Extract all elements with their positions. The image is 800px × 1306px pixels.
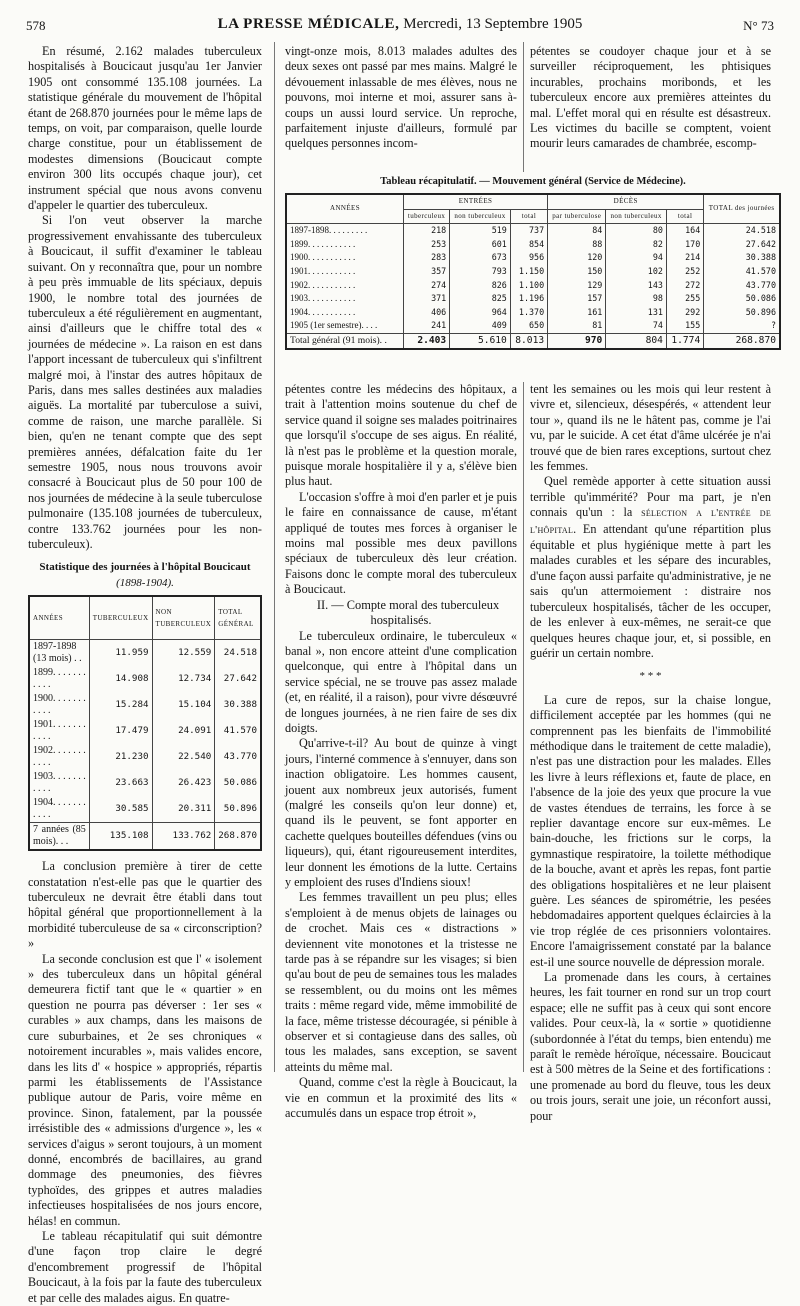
column-rule <box>523 382 524 1072</box>
page-header <box>0 14 800 34</box>
table-cell: 80 <box>606 224 667 238</box>
table-row <box>286 265 780 279</box>
table-cell: 255 <box>666 292 703 306</box>
table-cell: 409 <box>450 319 511 333</box>
table-cell: 15.104 <box>152 692 215 718</box>
table-cell: 30.388 <box>704 251 780 265</box>
table-cell: 1.196 <box>510 292 547 306</box>
table-cell: 24.091 <box>152 718 215 744</box>
table-cell: 102 <box>606 265 667 279</box>
table-cell: 41.570 <box>215 718 261 744</box>
paragraph: Le tableau récapitulatif qui suit démontre d'une façon trop claire le degré d'encombrement progressif de l'hôpital Boucicaut, à la fois par la faute des tuberculeux et par celle des malades aigus. En quatre- <box>28 1228 262 1305</box>
table-cell: 970 <box>548 333 606 348</box>
group-header-entries: ENTRÉES <box>404 194 548 209</box>
col-header: total <box>510 209 547 224</box>
table-cell: 14.908 <box>89 666 152 692</box>
table-cell: 129 <box>548 279 606 293</box>
table-cell: 1900. . . . . . . . . . . <box>29 692 89 718</box>
paragraph: Les femmes travaillent un peu plus; elles s'emploient à de menus objets de lainages ou de crochet. Mais ces « distractions » deviennent vite monotones et la tristesse ne tarde pas à se répandre sur les visages; si bien qu'au bout de peu de semaines tous les malades se ressemblent, ou du moins ont les mêmes traits : même regard vide, même immobilité de la face, même tristesse découragée, si pénible à observer et si contagieuse dans des salles, où tous les malades, sans exception, se savent atteints du même mal. <box>285 890 517 1074</box>
table-cell: 5.610 <box>450 333 511 348</box>
table-cell: 135.108 <box>89 823 152 851</box>
table-cell: Total général (91 mois). . <box>286 333 404 348</box>
col-header: non tuberculeux <box>606 209 667 224</box>
table-row <box>29 692 261 718</box>
table-cell: 30.585 <box>89 796 152 823</box>
table-cell: 82 <box>606 238 667 252</box>
total-row <box>29 823 261 851</box>
table-cell: 155 <box>666 319 703 333</box>
table-cell: 268.870 <box>704 333 780 348</box>
column-2 <box>285 382 517 1122</box>
table-cell: 218 <box>404 224 450 238</box>
table-cell: 673 <box>450 251 511 265</box>
column-2-top <box>285 44 517 152</box>
table-cell: 268.870 <box>215 823 261 851</box>
table-cell: 12.559 <box>152 640 215 667</box>
table-cell: 2.403 <box>404 333 450 348</box>
table-row <box>286 238 780 252</box>
table-cell: 214 <box>666 251 703 265</box>
table-row <box>286 224 780 238</box>
col-header: par tuberculose <box>548 209 606 224</box>
table-cell: 50.086 <box>704 292 780 306</box>
total-row <box>286 333 780 348</box>
table-cell: 357 <box>404 265 450 279</box>
table-cell: 98 <box>606 292 667 306</box>
table-cell: 21.230 <box>89 744 152 770</box>
table-cell: 964 <box>450 306 511 320</box>
paragraph: La seconde conclusion est que l' « isolement » des tuberculeux dans un hôpital général demeurera fictif tant que le « quartier » en question ne pourra pas déverser : 1er ses « curables » aux champs, dans les maisons de cure suburbaines, et 2e ses chroniques « notoirement incurables », mais valides encore, dans les lits d' « hospice » appropriés, répartis parmi les établissements de l'Assistance publique autour de Paris, voire même en province. Sinon, fatalement, par la poussée irrésistible des « admissions d'urgence », les « services d'aigus » seront toujours, à un moment donné, encombrés de bacillaires, au grand dommage des pneumonies, des fièvres typhoïdes, des grippes et autres maladies infectieuses hospitalisées de nos jours encore, hélas! en commun. <box>28 951 262 1228</box>
table-cell: 161 <box>548 306 606 320</box>
table-cell: 7 années (85 mois). . . <box>29 823 89 851</box>
table-cell: 23.663 <box>89 770 152 796</box>
table-caption: Statistique des journées à l'hôpital Boucicaut (1898-1904). <box>39 561 251 589</box>
table-cell: 150 <box>548 265 606 279</box>
column-rule <box>523 42 524 172</box>
table-cell: 27.642 <box>215 666 261 692</box>
table-cell: 956 <box>510 251 547 265</box>
table-cell: 50.896 <box>704 306 780 320</box>
column-3-top <box>530 44 771 152</box>
recap-table-title: Tableau récapitulatif. — Mouvement général (Service de Médecine). <box>380 176 686 187</box>
table-row <box>286 279 780 293</box>
table-cell: 737 <box>510 224 547 238</box>
table-cell: 170 <box>666 238 703 252</box>
paragraph: pétentes se coudoyer chaque jour et à se surveiller réciproquement, les phtisiques incurables, prochains moribonds, et les tuberculeux encore aux premières atteintes du mal. L'effet moral qui en résulte est désastreux. Les victimes du bacille se comptent, voient mourir leurs camarades de chambrée, escomp- <box>530 44 771 151</box>
col-header: NON TUBERCULEUX <box>152 596 215 640</box>
table-cell: 120 <box>548 251 606 265</box>
paragraph: tent les semaines ou les mois qui leur restent à vivre et, silencieux, désespérés, « attendent leur tour », quand ils ne le hâtent pas, comme je l'ai vu, par le suicide. A cet état d'âme ulcérée je n'ai trouvé que de bien rares exceptions, surtout chez les femmes. <box>530 382 771 474</box>
table-cell: 11.959 <box>89 640 152 667</box>
table-cell: ? <box>704 319 780 333</box>
table-cell: 826 <box>450 279 511 293</box>
table-cell: 41.570 <box>704 265 780 279</box>
table-cell: 22.540 <box>152 744 215 770</box>
table-cell: 804 <box>606 333 667 348</box>
paragraph: En résumé, 2.162 malades tuberculeux hospitalisés à Boucicaut jusqu'au 1er Janvier 1905 ont consommé 135.108 journées. La statistique générale du mouvement de l'hôpital étant de 268.870 journées pour le même laps de temps, on voit, par comparaison, quelle lourde charge constitue, pour un établissement de modestes dimensions (Boucicaut compte environ 300 lits occupés chaque jour), cet instrument spécial que nous avons convenu d'appeler le quartier des tuberculeux. <box>28 44 262 213</box>
table-cell: 133.762 <box>152 823 215 851</box>
issue-date: Mercredi, 13 Septembre 1905 <box>403 16 583 32</box>
recap-table <box>285 193 781 350</box>
table-row <box>286 251 780 265</box>
table-cell: 1904. . . . . . . . . . . <box>29 796 89 823</box>
table-cell: 143 <box>606 279 667 293</box>
table-cell: 164 <box>666 224 703 238</box>
col-header: non tuberculeux <box>450 209 511 224</box>
paragraph: La promenade dans les cours, à certaines heures, les fait tourner en rond sur un trop court espace; elle ne suffit pas à ceux qui sont encore valides. Pour ceux-là, la « sortie » quotidienne (subordonnée à l'état du temps, bien entendu) me paraît le remède héroïque, nécessaire. Boucicaut est à 500 mètres de la Seine et des fortifications : une promenade au bord du fleuve, tous les deux ou trois jours, serait une joie, un réconfort aussi, pour <box>530 970 771 1123</box>
col-header: TOTAL des journées <box>704 194 780 224</box>
col-header: TOTAL GÉNÉRAL <box>215 596 261 640</box>
table-cell: 12.734 <box>152 666 215 692</box>
col-header: ANNÉES <box>29 596 89 640</box>
group-header-deaths: DÉCÈS <box>548 194 704 209</box>
paragraph: Le tuberculeux ordinaire, le tuberculeux « banal », non encore atteint d'une complication quelconque, qui entre à l'hôpital dans un service spécial, ne se trouve pas assez malade (et, en réalité, il a raison), pour vivre désœuvré de longues journées, à ne rien faire de ses dix doigts. <box>285 628 517 735</box>
table-cell: 94 <box>606 251 667 265</box>
paragraph: vingt-onze mois, 8.013 malades adultes des deux sexes ont passé par mes mains. Malgré le dévouement inlassable de mes élèves, nous ne pouvons, moi interne et moi, assurer sans à-coups un aussi lourd service. Un reproche, parfaitement injuste d'ailleurs, formulé par quelques personnes incom- <box>285 44 517 151</box>
table-cell: 131 <box>606 306 667 320</box>
table-cell: 74 <box>606 319 667 333</box>
table-cell: 50.896 <box>215 796 261 823</box>
table-row <box>29 640 261 667</box>
table-cell: 1.370 <box>510 306 547 320</box>
table-cell: 30.388 <box>215 692 261 718</box>
table-cell: 283 <box>404 251 450 265</box>
column-rule <box>274 42 275 1072</box>
column-1 <box>28 44 262 1306</box>
paragraph: Quand, comme c'est la règle à Boucicaut, la vie en commun et la proximité des lits « accumulés dans un espace trop étroit », <box>285 1075 517 1121</box>
table-cell: 1902. . . . . . . . . . . <box>29 744 89 770</box>
table-cell: 24.518 <box>215 640 261 667</box>
table-cell: 1901. . . . . . . . . . . <box>286 265 404 279</box>
column-3 <box>530 382 771 1124</box>
table-cell: 157 <box>548 292 606 306</box>
table-cell: 1.150 <box>510 265 547 279</box>
table-cell: 854 <box>510 238 547 252</box>
table-cell: 252 <box>666 265 703 279</box>
table-cell: 793 <box>450 265 511 279</box>
recap-table-block <box>285 176 781 350</box>
table-cell: 825 <box>450 292 511 306</box>
table-cell: 253 <box>404 238 450 252</box>
paragraph: Si l'on veut observer la marche progressivement envahissante des tuberculeux à Boucicaut, il suffit d'examiner le tableau suivant. On y reconnaîtra que, pour un nombre à peu près immuable de lits spéciaux, depuis 1900, le nombre total des journées de tuberculeux a été régulièrement en augmentant, ainsi d'ailleurs que le chiffre total des « journées de médecine ». La raison en est dans l'apport incessant de tuberculeux qui s'infiltrent malgré moi, à l'instar des autres hôpitaux de Paris, dans mes salles destinées aux maladies aiguës. La mortalité par tuberculose a suivi, comme de raison, une marche parallèle. Si bien, qu'en ne tenant compte que des sept premières années, défalcation faite du 1er semestre 1905, nous nous trouvons avoir consacré à Boucicaut plus de 50 pour 100 de nos journées de médecine à la seule tuberculose pulmonaire (135.108 journées de tuberculeux, contre 133.762 journées pour les non-tuberculeux). <box>28 213 262 551</box>
table-cell: 15.284 <box>89 692 152 718</box>
table-cell: 27.642 <box>704 238 780 252</box>
section-separator: * * * <box>639 670 662 683</box>
col-header: tuberculeux <box>404 209 450 224</box>
table-cell: 81 <box>548 319 606 333</box>
issue-number: N° 73 <box>743 18 774 33</box>
table-cell: 1900. . . . . . . . . . . <box>286 251 404 265</box>
table-row <box>286 292 780 306</box>
table-cell: 406 <box>404 306 450 320</box>
table-row <box>29 718 261 744</box>
paragraph: pétentes contre les médecins des hôpitaux, a trait à l'attention moins soutenue du chef de service quand il soigne ses malades poitrinaires que lorsqu'il s'occupe de ses aigus. En réalité, là n'est pas le problème et la question morale, puisque morale hospitalière il y a, s'élève bien plus haut. <box>285 382 517 489</box>
paragraph: La cure de repos, sur la chaise longue, difficilement acceptée par les hommes (qui ne comprennent pas les bienfaits de l'immobilité méthodique dans le traitement de cette maladie), n'est pas une distraction pour les malades. Elles les livre à leurs réflexions et, faute de place, en l'absence de la joie des yeux que procure la vue de vastes étendues de terrains, les force à se replier davantage encore sur eux-mêmes. Le bain-douche, les frictions sur le corps, la gymnastique respiratoire, la toilette méthodique de la bouche, avant et après les repas, font partie des obligations hospitalières et ne leur plaisent guère. Les séances de spirométrie, les pesées hebdomadaires apportent quelques éclaircies à la vie trop réglée de ces prisonniers volontaires. Encore l'amaigrissement constaté par la balance est-il une source nouvelle de dépression morale. <box>530 692 771 969</box>
table-cell: 1903. . . . . . . . . . . <box>29 770 89 796</box>
table-cell: 1.774 <box>666 333 703 348</box>
table-cell: 17.479 <box>89 718 152 744</box>
paragraph: Qu'arrive-t-il? Au bout de quinze à vingt jours, l'interné commence à s'ennuyer, dans son inaction obligatoire. Les hommes causent, jouent aux nombreux jeux autorisés, fument (malgré les conseils qu'on leur donne) et, quand ils le peuvent, se font apporter en cachette quelques bouteilles défendues (vins ou liqueurs), qui, étant rigoureusement interdites, leur donnent les émotions de la lutte. Certains y emploient des ruses d'Indiens sioux! <box>285 736 517 889</box>
table-cell: 88 <box>548 238 606 252</box>
table-row <box>29 796 261 823</box>
table-cell: 1904. . . . . . . . . . . <box>286 306 404 320</box>
table-cell: 274 <box>404 279 450 293</box>
table-cell: 1899. . . . . . . . . . . <box>286 238 404 252</box>
paragraph: Quel remède apporter à cette situation aussi terrible qu'immérité? Pour ma part, je n'en connais qu'un : la sélection a l'entrée de l'hôpital. En attendant qu'une répartition plus équitable et plus hygiénique mette à part les malades curables et les sépare des incurables, d'une façon aussi parfaite qu'administrative, je ne sais qu'un attermoiement : distraire nos tuberculeux hospitalisés, tâcher de les occuper, de les enlever à eux-mêmes, ne serait-ce que quelques heures chaque jour, et, si possible, en guérir un certain nombre. <box>530 474 772 660</box>
table-cell: 24.518 <box>704 224 780 238</box>
table-row <box>29 666 261 692</box>
table-cell: 650 <box>510 319 547 333</box>
table-cell: 1897-1898. . . . . . . . . <box>286 224 404 238</box>
table-row <box>286 306 780 320</box>
col-header: total <box>666 209 703 224</box>
table-cell: 20.311 <box>152 796 215 823</box>
table-cell: 241 <box>404 319 450 333</box>
journal-title: LA PRESSE MÉDICALE, Mercredi, 13 Septembre 1905 <box>217 16 583 32</box>
page-number: 578 <box>26 18 46 33</box>
table-cell: 84 <box>548 224 606 238</box>
table-cell: 26.423 <box>152 770 215 796</box>
table-cell: 601 <box>450 238 511 252</box>
table-row <box>29 744 261 770</box>
table-cell: 43.770 <box>704 279 780 293</box>
table-cell: 1903. . . . . . . . . . . <box>286 292 404 306</box>
paragraph: L'occasion s'offre à moi d'en parler et je puis le faire en connaissance de cause, m'étant appliqué de toutes mes forces à organiser le moins mal possible mes deux pavillons spéciaux de tuberculeux dès leur création. Faisons donc le compte moral des tuberculeux à Boucicaut. <box>285 489 517 597</box>
section-heading: II. — Compte moral des tuberculeux hospitalisés. <box>316 597 500 628</box>
boucicaut-days-table <box>28 595 262 851</box>
table-cell: 1902. . . . . . . . . . . <box>286 279 404 293</box>
table-cell: 519 <box>450 224 511 238</box>
col-header: TUBERCULEUX <box>89 596 152 640</box>
table-cell: 8.013 <box>510 333 547 348</box>
paragraph: La conclusion première à tirer de cette constatation n'est-elle pas que le quartier des tuberculeux ne devrait être établi dans tout hôpital général que proportionnellement à la morbidité tuberculeuse de sa « circonscription? » <box>28 859 262 951</box>
table-cell: 50.086 <box>215 770 261 796</box>
table-cell: 1901. . . . . . . . . . . <box>29 718 89 744</box>
table-cell: 371 <box>404 292 450 306</box>
table-cell: 1897-1898 (13 mois) . . <box>29 640 89 667</box>
table-row <box>29 770 261 796</box>
table-cell: 272 <box>666 279 703 293</box>
table-cell: 292 <box>666 306 703 320</box>
col-header: ANNÉES <box>286 194 404 224</box>
table-cell: 1899. . . . . . . . . . . <box>29 666 89 692</box>
table-cell: 1905 (1er semestre). . . . <box>286 319 404 333</box>
table-row <box>286 319 780 333</box>
table-cell: 43.770 <box>215 744 261 770</box>
small-caps-phrase: sélection a l'entrée de l'hôpital <box>530 507 772 536</box>
table-cell: 1.100 <box>510 279 547 293</box>
